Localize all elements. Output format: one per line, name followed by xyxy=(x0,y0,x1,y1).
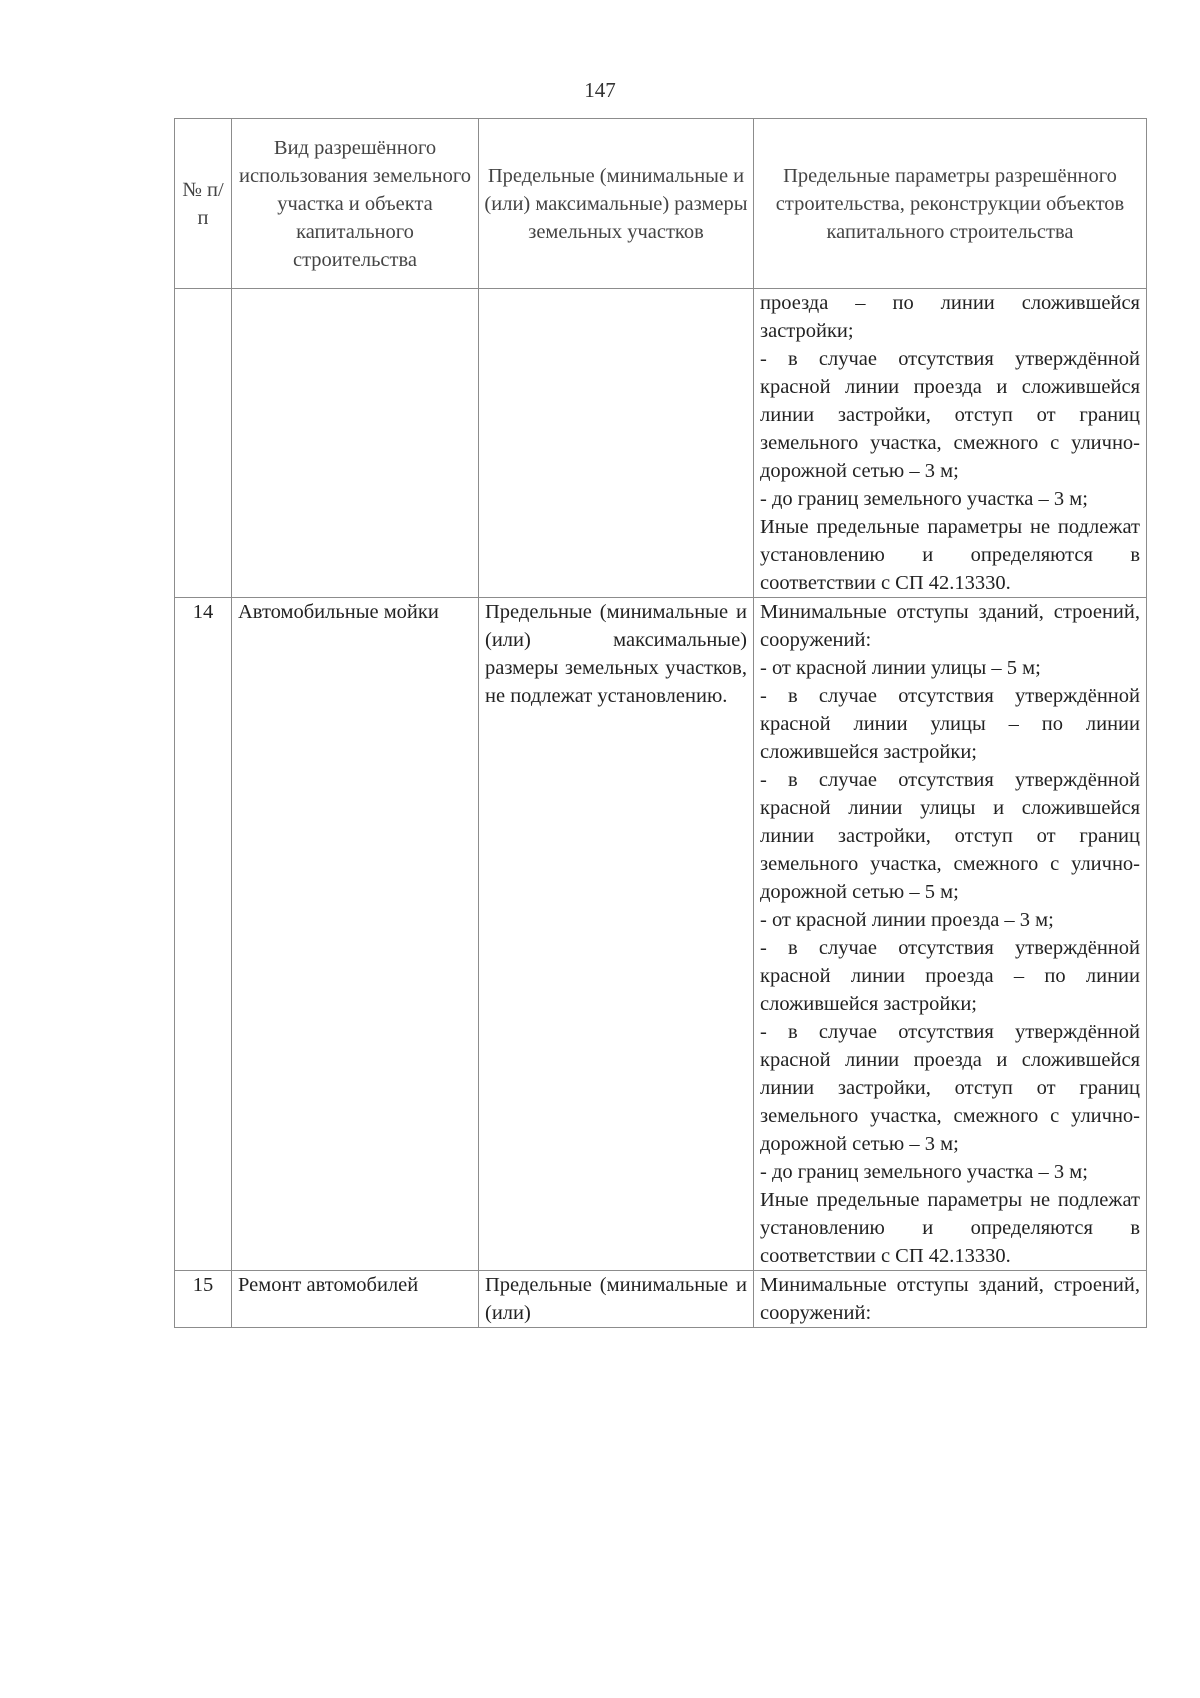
param-line: Минимальные отступы зданий, строений, сооружений: xyxy=(760,1274,1140,1324)
param-line: - до границ земельного участка – 3 м; xyxy=(760,1161,1088,1183)
row-number: 14 xyxy=(175,598,232,1271)
param-line: Минимальные отступы зданий, строений, сооружений: xyxy=(760,601,1140,651)
header-number: № п/п xyxy=(175,119,232,289)
param-line: - до границ земельного участка – 3 м; xyxy=(760,488,1088,510)
param-line: Иные предельные параметры не подлежат установлению и определяются в соответствии с СП 42.13330. xyxy=(760,516,1140,594)
row-usage-type: Ремонт автомобилей xyxy=(232,1271,479,1328)
param-line: - в случае отсутствия утверждённой красной линии улицы – по линии сложившейся застройки; xyxy=(760,685,1140,763)
param-line: - в случае отсутствия утверждённой красной линии проезда и сложившейся линии застройки, отступ от границ земельного участка, смежного с улично-дорожной сетью – 3 м; xyxy=(760,1021,1140,1155)
param-line: - в случае отсутствия утверждённой красной линии улицы и сложившейся линии застройки, отступ от границ земельного участка, смежного с улично-дорожной сетью – 5 м; xyxy=(760,769,1140,903)
table-row xyxy=(175,289,1147,598)
param-line: проезда – по линии сложившейся застройки; xyxy=(760,292,1140,342)
header-construction-params: Предельные параметры разрешённого строительства, реконструкции объектов капитального строительства xyxy=(754,119,1147,289)
row-usage-type: Автомобильные мойки xyxy=(232,598,479,1271)
row-construction-params xyxy=(754,1271,1147,1328)
table-header-row xyxy=(175,119,1147,289)
table-row xyxy=(175,1271,1147,1328)
row-plot-sizes xyxy=(479,289,754,598)
table-row xyxy=(175,598,1147,1271)
page-number: 147 xyxy=(584,78,616,102)
row-construction-params xyxy=(754,289,1147,598)
row-number xyxy=(175,289,232,598)
param-line: Иные предельные параметры не подлежат установлению и определяются в соответствии с СП 42.13330. xyxy=(760,1189,1140,1267)
row-number: 15 xyxy=(175,1271,232,1328)
row-plot-sizes: Предельные (минимальные и (или) xyxy=(479,1271,754,1328)
param-line: - от красной линии проезда – 3 м; xyxy=(760,909,1054,931)
header-usage-type: Вид разрешённого использования земельного участка и объекта капитального строительства xyxy=(232,119,479,289)
param-line: - в случае отсутствия утверждённой красной линии проезда и сложившейся линии застройки, отступ от границ земельного участка, смежного с улично-дорожной сетью – 3 м; xyxy=(760,348,1140,482)
param-line: - в случае отсутствия утверждённой красной линии проезда – по линии сложившейся застройки; xyxy=(760,937,1140,1015)
zoning-regulations-table xyxy=(174,118,1147,1328)
header-plot-sizes: Предельные (минимальные и (или) максимальные) размеры земельных участков xyxy=(479,119,754,289)
row-construction-params xyxy=(754,598,1147,1271)
param-line: - от красной линии улицы – 5 м; xyxy=(760,657,1041,679)
row-usage-type xyxy=(232,289,479,598)
row-plot-sizes: Предельные (минимальные и (или) максимальные) размеры земельных участков, не подлежат установлению. xyxy=(479,598,754,1271)
